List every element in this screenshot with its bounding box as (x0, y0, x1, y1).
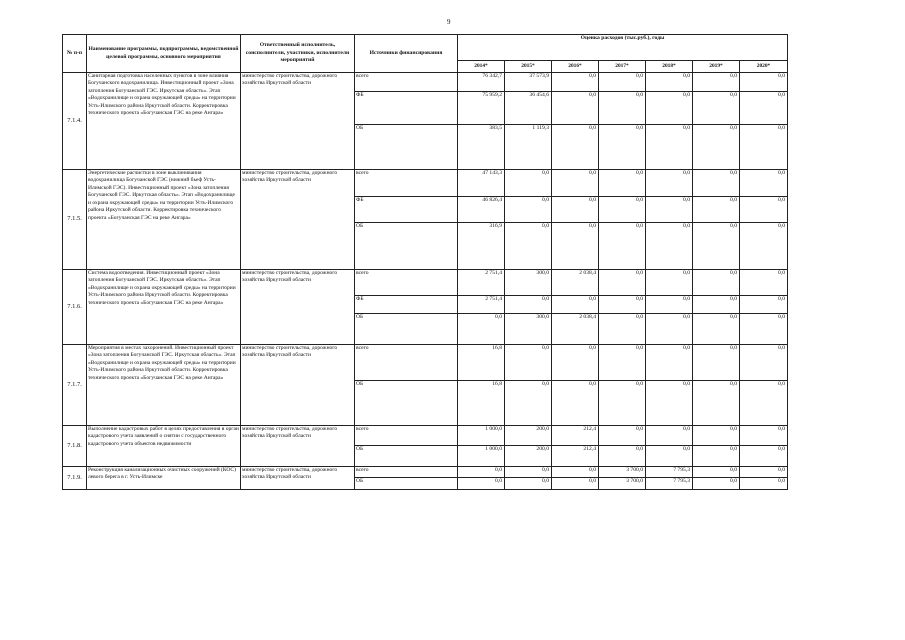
funding-source: всего (355, 426, 458, 446)
amount-cell: 0,0 (599, 270, 646, 296)
amount-cell: 0,0 (693, 92, 740, 125)
amount-cell: 200,0 (505, 426, 552, 446)
item-responsible: министерство строительства, дорожного хозяйства Иркутской области (241, 345, 355, 426)
funding-source: всего (355, 73, 458, 92)
header-num: № п-п (63, 35, 87, 73)
amount-cell: 0,0 (505, 381, 552, 426)
amount-cell: 0,0 (693, 446, 740, 467)
item-code: 7.1.8. (63, 426, 87, 467)
amount-cell: 0,0 (646, 223, 693, 270)
amount-cell: 0,0 (693, 197, 740, 223)
amount-cell: 0,0 (740, 446, 788, 467)
amount-cell: 7 795,3 (646, 467, 693, 478)
amount-cell: 0,0 (740, 223, 788, 270)
item-responsible: министерство строительства, дорожного хозяйства Иркутской области (241, 426, 355, 467)
amount-cell: 7 795,3 (646, 478, 693, 490)
funding-source: всего (355, 170, 458, 197)
amount-cell: 0,0 (693, 467, 740, 478)
item-responsible: министерство строительства, дорожного хозяйства Иркутской области (241, 170, 355, 270)
item-name: Реконструкция канализационных очистных сооружений (КОС) левого берега в г. Усть-Илимске (87, 467, 241, 490)
funding-source: ФБ (355, 92, 458, 125)
amount-cell: 0,0 (552, 223, 599, 270)
amount-cell: 0,0 (693, 125, 740, 170)
amount-cell: 0,0 (458, 314, 505, 345)
amount-cell: 0,0 (646, 296, 693, 314)
amount-cell: 46 826,4 (458, 197, 505, 223)
amount-cell: 0,0 (693, 270, 740, 296)
amount-cell: 0,0 (646, 170, 693, 197)
amount-cell: 0,0 (740, 170, 788, 197)
amount-cell: 0,0 (740, 296, 788, 314)
amount-cell: 383,5 (458, 125, 505, 170)
amount-cell: 300,0 (505, 270, 552, 296)
amount-cell: 0,0 (693, 170, 740, 197)
table-row (63, 345, 788, 381)
amount-cell: 0,0 (740, 478, 788, 490)
amount-cell: 0,0 (740, 197, 788, 223)
funding-source: ОБ (355, 314, 458, 345)
expenses-table (62, 34, 788, 490)
amount-cell: 0,0 (646, 381, 693, 426)
amount-cell: 0,0 (505, 345, 552, 381)
amount-cell: 212,4 (552, 446, 599, 467)
amount-cell: 37 573,9 (505, 73, 552, 92)
table-row (63, 467, 788, 478)
header-year: 2019* (693, 61, 740, 73)
item-code: 7.1.9. (63, 467, 87, 490)
amount-cell: 0,0 (646, 92, 693, 125)
amount-cell: 0,0 (693, 426, 740, 446)
amount-cell: 0,0 (646, 125, 693, 170)
funding-source: всего (355, 345, 458, 381)
amount-cell: 0,0 (599, 223, 646, 270)
amount-cell: 0,0 (458, 467, 505, 478)
amount-cell: 0,0 (505, 197, 552, 223)
amount-cell: 0,0 (599, 446, 646, 467)
amount-cell: 0,0 (599, 426, 646, 446)
amount-cell: 0,0 (552, 381, 599, 426)
amount-cell: 0,0 (693, 223, 740, 270)
funding-source: ОБ (355, 478, 458, 490)
amount-cell: 0,0 (552, 73, 599, 92)
amount-cell: 1 000,0 (458, 446, 505, 467)
amount-cell: 0,0 (599, 381, 646, 426)
amount-cell: 0,0 (552, 478, 599, 490)
amount-cell: 0,0 (599, 92, 646, 125)
amount-cell: 0,0 (740, 426, 788, 446)
amount-cell: 16,8 (458, 381, 505, 426)
amount-cell: 0,0 (599, 125, 646, 170)
header-year: 2014* (458, 61, 505, 73)
header-source: Источники финансирования (355, 35, 458, 73)
amount-cell: 0,0 (646, 314, 693, 345)
item-name: Система водоотведения. Инвестиционный проект «Зона затопления Богучанской ГЭС. Иркутская область». Этап «Водохранилище и охрана окружающей среды» на территории Усть-Илимского района Иркутской области. Корректировка технического проекта «Богучанская ГЭС на реке Ангара» (87, 270, 241, 345)
amount-cell: 76 342,7 (458, 73, 505, 92)
amount-cell: 0,0 (552, 170, 599, 197)
item-code: 7.1.6. (63, 270, 87, 345)
amount-cell: 0,0 (693, 478, 740, 490)
amount-cell: 0,0 (646, 426, 693, 446)
amount-cell: 2 751,4 (458, 296, 505, 314)
amount-cell: 0,0 (740, 270, 788, 296)
amount-cell: 2 038,4 (552, 314, 599, 345)
amount-cell: 0,0 (646, 197, 693, 223)
item-responsible: министерство строительства, дорожного хозяйства Иркутской области (241, 467, 355, 490)
amount-cell: 0,0 (552, 345, 599, 381)
table-row (63, 426, 788, 446)
amount-cell: 0,0 (693, 345, 740, 381)
amount-cell: 0,0 (740, 125, 788, 170)
table-row (63, 270, 788, 296)
header-responsible: Ответственный исполнитель, соисполнители, участники, исполнители мероприятий (241, 35, 355, 73)
item-code: 7.1.5. (63, 170, 87, 270)
header-year: 2015* (505, 61, 552, 73)
amount-cell: 1 119,3 (505, 125, 552, 170)
amount-cell: 0,0 (646, 345, 693, 381)
amount-cell: 0,0 (740, 345, 788, 381)
amount-cell: 36 454,6 (505, 92, 552, 125)
funding-source: всего (355, 467, 458, 478)
amount-cell: 0,0 (693, 381, 740, 426)
amount-cell: 0,0 (599, 170, 646, 197)
amount-cell: 0,0 (740, 381, 788, 426)
amount-cell: 47 143,3 (458, 170, 505, 197)
amount-cell: 3 700,0 (599, 467, 646, 478)
amount-cell: 0,0 (505, 296, 552, 314)
item-name: Энергетические расчистки в зоне выклинивания водохранилища Богучанской ГЭС (нижний бьеф Усть-Илимской ГЭС). Инвестиционный проект «Зона затопления Богучанской ГЭС. Иркутская область». Этап «Водохранилище и охрана окружающей среды» на территории Усть-Илимского района Иркутской области. Корректировка технического проекта «Богучанская ГЭС на реке Ангара» (87, 170, 241, 270)
amount-cell: 0,0 (552, 125, 599, 170)
funding-source: ОБ (355, 446, 458, 467)
funding-source: всего (355, 270, 458, 296)
funding-source: ОБ (355, 125, 458, 170)
amount-cell: 16,8 (458, 345, 505, 381)
amount-cell: 0,0 (505, 478, 552, 490)
table-body (63, 73, 788, 490)
table-row (63, 73, 788, 92)
amount-cell: 212,4 (552, 426, 599, 446)
header-estimate: Оценка расходов (тыс.руб.), годы (458, 35, 788, 61)
amount-cell: 0,0 (646, 270, 693, 296)
amount-cell: 75 959,2 (458, 92, 505, 125)
amount-cell: 0,0 (552, 467, 599, 478)
amount-cell: 0,0 (740, 92, 788, 125)
amount-cell: 0,0 (740, 467, 788, 478)
header-name: Наименование программы, подпрограммы, ведомственной целевой программы, основного мероприятия (87, 35, 241, 73)
amount-cell: 3 700,0 (599, 478, 646, 490)
amount-cell: 0,0 (599, 345, 646, 381)
amount-cell: 0,0 (646, 446, 693, 467)
amount-cell: 200,0 (505, 446, 552, 467)
page-number: 9 (447, 18, 451, 26)
funding-source: ФБ (355, 197, 458, 223)
header-year: 2017* (599, 61, 646, 73)
amount-cell: 2 751,4 (458, 270, 505, 296)
funding-source: ФБ (355, 296, 458, 314)
amount-cell: 0,0 (599, 73, 646, 92)
item-name: Мероприятия в местах захоронений. Инвестиционный проект «Зона затопления Богучанской ГЭС. Иркутская область». Этап «Водохранилище и охрана окружающей среды» на территории Усть-Илимского района Иркутской области. Корректировка технического проекта «Богучанская ГЭС на реке Ангара» (87, 345, 241, 426)
amount-cell: 0,0 (552, 92, 599, 125)
amount-cell: 0,0 (552, 296, 599, 314)
table-row (63, 170, 788, 197)
amount-cell: 0,0 (505, 467, 552, 478)
amount-cell: 0,0 (740, 314, 788, 345)
amount-cell: 1 000,0 (458, 426, 505, 446)
amount-cell: 0,0 (646, 73, 693, 92)
amount-cell: 0,0 (693, 314, 740, 345)
amount-cell: 0,0 (458, 478, 505, 490)
amount-cell: 0,0 (599, 296, 646, 314)
amount-cell: 2 038,4 (552, 270, 599, 296)
funding-source: ОБ (355, 381, 458, 426)
item-name: Санитарная подготовка населенных пунктов в зоне влияния Богучанского водохранилища. Инвестиционный проект «Зона затопления Богучанской ГЭС. Иркутская область». Этап «Водохранилище и охрана окружающей среды» на территории Усть-Илимского района Иркутской области. Корректировка технического проекта «Богучанская ГЭС на реке Ангара» (87, 73, 241, 170)
item-name: Выполнение кадастровых работ в целях предоставления в орган кадастрового учета заявлений о снятии с государственного кадастрового учета объектов недвижимости (87, 426, 241, 467)
header-year: 2016* (552, 61, 599, 73)
amount-cell: 300,0 (505, 314, 552, 345)
amount-cell: 0,0 (693, 73, 740, 92)
item-code: 7.1.4. (63, 73, 87, 170)
header-year: 2020* (740, 61, 788, 73)
amount-cell: 0,0 (552, 197, 599, 223)
funding-source: ОБ (355, 223, 458, 270)
amount-cell: 0,0 (505, 223, 552, 270)
amount-cell: 0,0 (740, 73, 788, 92)
item-code: 7.1.7. (63, 345, 87, 426)
amount-cell: 0,0 (599, 314, 646, 345)
amount-cell: 0,0 (505, 170, 552, 197)
item-responsible: министерство строительства, дорожного хозяйства Иркутской области (241, 73, 355, 170)
amount-cell: 0,0 (599, 197, 646, 223)
amount-cell: 316,9 (458, 223, 505, 270)
header-year: 2018* (646, 61, 693, 73)
item-responsible: министерство строительства, дорожного хозяйства Иркутской области (241, 270, 355, 345)
amount-cell: 0,0 (693, 296, 740, 314)
